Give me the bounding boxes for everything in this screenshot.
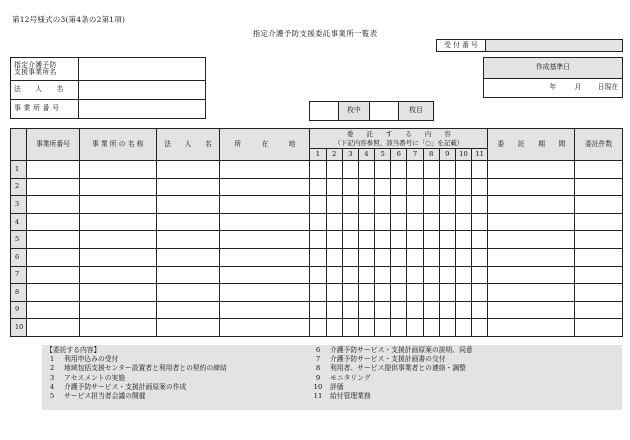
content-check-cell[interactable] xyxy=(375,161,391,179)
address-cell[interactable] xyxy=(220,196,310,214)
legend-item-number: 4 xyxy=(49,382,55,391)
period-cell[interactable] xyxy=(488,248,575,266)
period-cell[interactable] xyxy=(488,301,575,319)
header-content-number: 8 xyxy=(423,149,439,161)
office-info-table xyxy=(10,57,206,119)
legend-item-number: 7 xyxy=(315,355,321,364)
period-cell[interactable] xyxy=(488,213,575,231)
sheet-count-table xyxy=(309,101,434,121)
period-cell[interactable] xyxy=(488,284,575,302)
office-name-cell[interactable] xyxy=(79,266,156,284)
content-check-cell[interactable] xyxy=(358,266,374,284)
table-row xyxy=(11,213,623,231)
content-check-cell[interactable] xyxy=(391,231,407,249)
table-row xyxy=(11,266,623,284)
content-check-cell[interactable] xyxy=(342,178,358,196)
table-row xyxy=(11,196,623,214)
content-check-cell[interactable] xyxy=(375,178,391,196)
row-number: 2 xyxy=(11,178,27,196)
content-check-cell[interactable] xyxy=(342,161,358,179)
row-number: 1 xyxy=(11,161,27,179)
legend-item xyxy=(46,364,227,373)
content-check-cell[interactable] xyxy=(423,319,439,337)
content-check-cell[interactable] xyxy=(326,248,342,266)
corporation-label: 法 人 名 xyxy=(11,81,79,100)
basis-month: 月 xyxy=(574,83,582,92)
count-cell[interactable] xyxy=(575,319,623,337)
header-office-name: 事 業 所 の 名 称 xyxy=(79,129,156,161)
content-check-cell[interactable] xyxy=(342,248,358,266)
content-check-cell[interactable] xyxy=(439,248,455,266)
legend-box xyxy=(42,345,622,410)
legend-item-text: 評価 xyxy=(330,382,344,391)
legend-item-text: 利用申込みの受付 xyxy=(64,355,119,364)
content-check-cell[interactable] xyxy=(391,301,407,319)
content-check-cell[interactable] xyxy=(455,161,471,179)
legend-item xyxy=(312,374,473,383)
content-check-cell[interactable] xyxy=(310,178,326,196)
address-cell[interactable] xyxy=(220,248,310,266)
content-check-cell[interactable] xyxy=(391,266,407,284)
content-check-cell[interactable] xyxy=(423,266,439,284)
address-cell[interactable] xyxy=(220,178,310,196)
content-check-cell[interactable] xyxy=(455,178,471,196)
row-number: 8 xyxy=(11,284,27,302)
row-number: 7 xyxy=(11,266,27,284)
office-name-cell[interactable] xyxy=(79,161,156,179)
content-check-cell[interactable] xyxy=(310,248,326,266)
content-check-cell[interactable] xyxy=(326,178,342,196)
content-check-cell[interactable] xyxy=(375,284,391,302)
content-check-cell[interactable] xyxy=(375,301,391,319)
content-check-cell[interactable] xyxy=(407,196,423,214)
content-check-cell[interactable] xyxy=(423,231,439,249)
contractor-table xyxy=(10,128,623,337)
content-check-cell[interactable] xyxy=(423,301,439,319)
legend-item-text: アセスメントの実施 xyxy=(64,373,126,382)
current-sheet-field[interactable] xyxy=(370,102,399,121)
count-cell[interactable] xyxy=(575,301,623,319)
content-check-cell[interactable] xyxy=(391,178,407,196)
basis-date-table xyxy=(483,57,623,98)
corporation-cell[interactable] xyxy=(156,231,220,249)
count-cell[interactable] xyxy=(575,284,623,302)
header-content-number: 3 xyxy=(342,149,358,161)
header-content-number: 2 xyxy=(326,149,342,161)
count-cell[interactable] xyxy=(575,213,623,231)
content-check-cell[interactable] xyxy=(407,161,423,179)
content-check-cell[interactable] xyxy=(358,213,374,231)
receipt-number-field[interactable] xyxy=(486,40,623,52)
row-number: 5 xyxy=(11,231,27,249)
content-check-cell[interactable] xyxy=(472,178,488,196)
content-check-cell[interactable] xyxy=(391,161,407,179)
row-number: 4 xyxy=(11,213,27,231)
corporation-cell[interactable] xyxy=(156,248,220,266)
row-number: 9 xyxy=(11,301,27,319)
legend-item-text: モニタリング xyxy=(330,373,371,382)
content-check-cell[interactable] xyxy=(472,196,488,214)
legend-item-number: 10 xyxy=(313,382,323,391)
header-count: 委託件数 xyxy=(575,129,623,161)
legend-item-text: サービス担当者会議の開催 xyxy=(64,392,146,401)
content-check-cell[interactable] xyxy=(342,196,358,214)
count-cell[interactable] xyxy=(575,178,623,196)
header-office-number: 事業所番号 xyxy=(27,129,80,161)
corporation-cell[interactable] xyxy=(156,319,220,337)
address-cell[interactable] xyxy=(220,301,310,319)
office-number-cell[interactable] xyxy=(27,178,80,196)
count-cell[interactable] xyxy=(575,266,623,284)
content-check-cell[interactable] xyxy=(375,213,391,231)
table-row xyxy=(11,248,623,266)
current-sheet-label: 枚目 xyxy=(399,102,434,121)
content-check-cell[interactable] xyxy=(472,248,488,266)
content-check-cell[interactable] xyxy=(342,284,358,302)
legend-item xyxy=(312,364,473,373)
period-cell[interactable] xyxy=(488,161,575,179)
address-cell[interactable] xyxy=(220,266,310,284)
content-check-cell[interactable] xyxy=(391,319,407,337)
office-number-cell[interactable] xyxy=(27,266,80,284)
content-check-cell[interactable] xyxy=(472,231,488,249)
content-check-cell[interactable] xyxy=(375,266,391,284)
header-content-number: 9 xyxy=(439,149,455,161)
address-cell[interactable] xyxy=(220,319,310,337)
content-check-cell[interactable] xyxy=(342,213,358,231)
content-check-cell[interactable] xyxy=(310,301,326,319)
legend-item-number: 3 xyxy=(49,373,55,382)
legend-item-number: 6 xyxy=(315,346,321,354)
office-name-cell[interactable] xyxy=(79,248,156,266)
content-check-cell[interactable] xyxy=(310,161,326,179)
office-number-label: 事 業 所 番 号 xyxy=(11,100,79,119)
count-cell[interactable] xyxy=(575,248,623,266)
content-check-cell[interactable] xyxy=(391,196,407,214)
office-number-cell[interactable] xyxy=(27,213,80,231)
content-check-cell[interactable] xyxy=(407,266,423,284)
corporation-cell[interactable] xyxy=(156,178,220,196)
address-cell[interactable] xyxy=(220,161,310,179)
header-corporation: 法 人 名 xyxy=(156,129,220,161)
period-cell[interactable] xyxy=(488,266,575,284)
content-check-cell[interactable] xyxy=(455,213,471,231)
office-number-cell[interactable] xyxy=(27,196,80,214)
basis-day-suffix: 日現在 xyxy=(597,83,618,92)
content-check-cell[interactable] xyxy=(455,248,471,266)
office-number-cell[interactable] xyxy=(27,231,80,249)
office-number-cell[interactable] xyxy=(27,248,80,266)
period-cell[interactable] xyxy=(488,178,575,196)
header-period: 委 託 期 間 xyxy=(488,129,575,161)
content-check-cell[interactable] xyxy=(326,231,342,249)
corporation-cell[interactable] xyxy=(156,266,220,284)
form-number: 第12号様式の3(第4条の2第1項) xyxy=(12,15,126,24)
content-check-cell[interactable] xyxy=(455,319,471,337)
content-check-cell[interactable] xyxy=(391,248,407,266)
legend-item xyxy=(312,392,473,401)
period-cell[interactable] xyxy=(488,196,575,214)
content-check-cell[interactable] xyxy=(439,284,455,302)
legend-item-text: 介護予防サービス・支援計画原案の作成 xyxy=(64,382,187,391)
content-check-cell[interactable] xyxy=(439,196,455,214)
header-content-number: 10 xyxy=(455,149,471,161)
content-check-cell[interactable] xyxy=(407,284,423,302)
office-name-cell[interactable] xyxy=(79,196,156,214)
count-cell[interactable] xyxy=(575,161,623,179)
legend-item-number: 8 xyxy=(315,364,321,373)
legend-item-number: 5 xyxy=(49,392,55,401)
header-content-number: 4 xyxy=(358,149,374,161)
table-row xyxy=(11,319,623,337)
period-cell[interactable] xyxy=(488,319,575,337)
page-title: 指定介護予防支援委託事業所一覧表 xyxy=(252,29,378,38)
content-check-cell[interactable] xyxy=(423,196,439,214)
content-check-cell[interactable] xyxy=(472,161,488,179)
content-check-cell[interactable] xyxy=(358,196,374,214)
corporation-cell[interactable] xyxy=(156,213,220,231)
content-check-cell[interactable] xyxy=(358,284,374,302)
content-check-cell[interactable] xyxy=(375,231,391,249)
content-check-cell[interactable] xyxy=(455,231,471,249)
content-check-cell[interactable] xyxy=(342,231,358,249)
content-check-cell[interactable] xyxy=(439,301,455,319)
office-number-cell[interactable] xyxy=(27,301,80,319)
content-check-cell[interactable] xyxy=(439,161,455,179)
office-name-field[interactable] xyxy=(79,58,206,81)
table-row xyxy=(11,178,623,196)
content-check-cell[interactable] xyxy=(310,231,326,249)
content-check-cell[interactable] xyxy=(407,248,423,266)
content-check-cell[interactable] xyxy=(407,213,423,231)
legend-item xyxy=(312,383,473,392)
corporation-cell[interactable] xyxy=(156,301,220,319)
legend-item xyxy=(46,383,227,392)
office-number-field[interactable] xyxy=(79,100,206,119)
address-cell[interactable] xyxy=(220,213,310,231)
content-check-cell[interactable] xyxy=(358,248,374,266)
content-check-cell[interactable] xyxy=(358,301,374,319)
row-number: 3 xyxy=(11,196,27,214)
content-check-cell[interactable] xyxy=(326,284,342,302)
office-name-cell[interactable] xyxy=(79,284,156,302)
legend-item-text: 地域包括支援センター設置者と利用者との契約の締結 xyxy=(64,364,227,373)
content-check-cell[interactable] xyxy=(326,161,342,179)
content-check-cell[interactable] xyxy=(342,319,358,337)
office-number-cell[interactable] xyxy=(27,284,80,302)
header-address: 所 在 地 xyxy=(220,129,310,161)
legend-item-text: 給付管理業務 xyxy=(330,392,371,401)
period-cell[interactable] xyxy=(488,231,575,249)
content-check-cell[interactable] xyxy=(358,161,374,179)
content-check-cell[interactable] xyxy=(326,196,342,214)
legend-item xyxy=(46,392,227,401)
receipt-label: 受 付 番 号 xyxy=(437,40,486,52)
content-check-cell[interactable] xyxy=(472,301,488,319)
content-check-cell[interactable] xyxy=(375,196,391,214)
legend-title: 【委託する内容】 xyxy=(46,346,101,354)
table-row xyxy=(11,231,623,249)
content-check-cell[interactable] xyxy=(407,301,423,319)
content-check-cell[interactable] xyxy=(407,231,423,249)
office-name-label: 指定介護予防 支援事業所名 xyxy=(11,58,79,81)
receipt-table xyxy=(436,39,623,52)
office-name-cell[interactable] xyxy=(79,319,156,337)
content-check-cell[interactable] xyxy=(439,231,455,249)
content-check-cell[interactable] xyxy=(439,213,455,231)
office-name-cell[interactable] xyxy=(79,301,156,319)
content-check-cell[interactable] xyxy=(375,319,391,337)
legend-item-text: 介護予防サービス・支援計画原案の説明、同意 xyxy=(330,346,473,354)
header-content-number: 11 xyxy=(472,149,488,161)
content-check-cell[interactable] xyxy=(326,301,342,319)
content-check-cell[interactable] xyxy=(423,213,439,231)
header-contents-title: 委 託 す る 内 容 xyxy=(346,129,451,138)
address-cell[interactable] xyxy=(220,284,310,302)
table-row xyxy=(11,161,623,179)
content-check-cell[interactable] xyxy=(439,319,455,337)
count-cell[interactable] xyxy=(575,231,623,249)
content-check-cell[interactable] xyxy=(472,284,488,302)
content-check-cell[interactable] xyxy=(358,319,374,337)
address-cell[interactable] xyxy=(220,231,310,249)
legend-item xyxy=(46,374,227,383)
header-contents-note: （下記内容参照、該当番号に「○」を記載） xyxy=(334,138,464,147)
office-name-cell[interactable] xyxy=(79,213,156,231)
content-check-cell[interactable] xyxy=(455,284,471,302)
legend-item-number: 11 xyxy=(313,392,323,401)
legend-item-number: 1 xyxy=(49,355,55,364)
content-check-cell[interactable] xyxy=(423,161,439,179)
header-row-number xyxy=(11,129,27,161)
content-check-cell[interactable] xyxy=(326,266,342,284)
header-contents xyxy=(310,129,488,149)
content-check-cell[interactable] xyxy=(310,196,326,214)
header-content-number: 5 xyxy=(375,149,391,161)
content-check-cell[interactable] xyxy=(326,319,342,337)
header-content-number: 6 xyxy=(391,149,407,161)
content-check-cell[interactable] xyxy=(423,284,439,302)
content-check-cell[interactable] xyxy=(342,301,358,319)
content-check-cell[interactable] xyxy=(310,319,326,337)
corporation-cell[interactable] xyxy=(156,284,220,302)
basis-date-field[interactable] xyxy=(484,79,623,98)
header-content-number: 1 xyxy=(310,149,326,161)
office-name-cell[interactable] xyxy=(79,231,156,249)
row-number: 10 xyxy=(11,319,27,337)
corporation-cell[interactable] xyxy=(156,161,220,179)
table-row xyxy=(11,284,623,302)
content-check-cell[interactable] xyxy=(423,248,439,266)
office-number-cell[interactable] xyxy=(27,161,80,179)
count-cell[interactable] xyxy=(575,196,623,214)
content-check-cell[interactable] xyxy=(310,213,326,231)
content-check-cell[interactable] xyxy=(358,178,374,196)
content-check-cell[interactable] xyxy=(455,266,471,284)
content-check-cell[interactable] xyxy=(310,266,326,284)
content-check-cell[interactable] xyxy=(326,213,342,231)
content-check-cell[interactable] xyxy=(455,301,471,319)
legend-item-text: 利用者、サービス提供事業者との連絡・調整 xyxy=(330,364,466,373)
header-content-number: 7 xyxy=(407,149,423,161)
content-check-cell[interactable] xyxy=(439,178,455,196)
content-check-cell[interactable] xyxy=(310,284,326,302)
row-number: 6 xyxy=(11,248,27,266)
corporation-field[interactable] xyxy=(79,81,206,100)
content-check-cell[interactable] xyxy=(455,196,471,214)
content-check-cell[interactable] xyxy=(358,231,374,249)
content-check-cell[interactable] xyxy=(472,266,488,284)
total-sheets-label: 枚中 xyxy=(339,102,370,121)
content-check-cell[interactable] xyxy=(391,213,407,231)
legend-item xyxy=(312,346,473,355)
content-check-cell[interactable] xyxy=(407,178,423,196)
table-row xyxy=(11,301,623,319)
total-sheets-field[interactable] xyxy=(310,102,339,121)
legend-item-number: 2 xyxy=(49,364,55,373)
legend-item-text: 介護予防サービス・支援計画書の交付 xyxy=(330,355,446,364)
office-number-cell[interactable] xyxy=(27,319,80,337)
content-check-cell[interactable] xyxy=(375,248,391,266)
legend-item-number: 9 xyxy=(315,373,321,382)
basis-year: 年 xyxy=(549,83,557,92)
content-check-cell[interactable] xyxy=(472,319,488,337)
content-check-cell[interactable] xyxy=(472,213,488,231)
content-check-cell[interactable] xyxy=(342,266,358,284)
office-name-cell[interactable] xyxy=(79,178,156,196)
content-check-cell[interactable] xyxy=(391,284,407,302)
content-check-cell[interactable] xyxy=(407,319,423,337)
content-check-cell[interactable] xyxy=(423,178,439,196)
basis-date-label: 作成基準日 xyxy=(484,58,623,79)
content-check-cell[interactable] xyxy=(439,266,455,284)
corporation-cell[interactable] xyxy=(156,196,220,214)
